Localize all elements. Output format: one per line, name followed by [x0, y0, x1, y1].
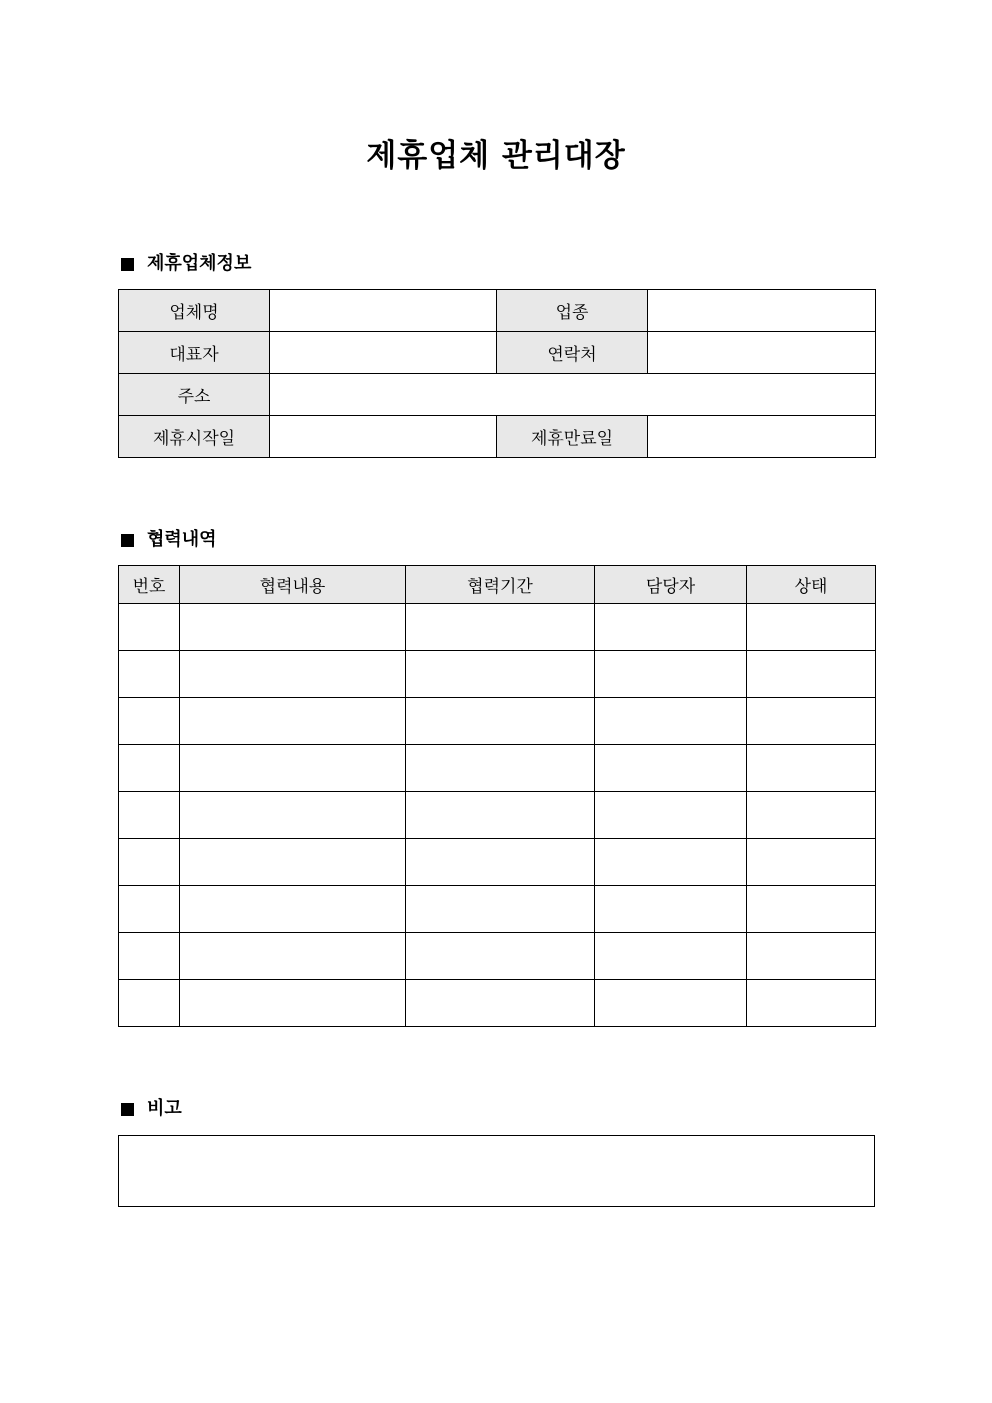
- manager-cell[interactable]: [595, 933, 747, 980]
- column-header-content: 협력내용: [180, 566, 406, 604]
- period-cell[interactable]: [406, 933, 595, 980]
- cooperation-table-body: [119, 604, 876, 1027]
- address-label: 주소: [119, 374, 270, 416]
- manager-cell[interactable]: [595, 604, 747, 651]
- period-cell[interactable]: [406, 745, 595, 792]
- period-cell[interactable]: [406, 604, 595, 651]
- partner-info-heading-text: 제휴업체정보: [147, 253, 252, 274]
- table-row: [119, 745, 876, 792]
- status-cell[interactable]: [747, 604, 876, 651]
- representative-label: 대표자: [119, 332, 270, 374]
- column-header-number: 번호: [119, 566, 180, 604]
- manager-cell[interactable]: [595, 651, 747, 698]
- table-row: [119, 604, 876, 651]
- company-name-label: 업체명: [119, 290, 270, 332]
- table-row: [119, 980, 876, 1027]
- manager-cell[interactable]: [595, 698, 747, 745]
- cooperation-table: [118, 565, 876, 1027]
- table-header-row: [119, 566, 876, 604]
- square-bullet-icon: [121, 534, 134, 547]
- partner-info-table: [118, 289, 876, 458]
- content-cell[interactable]: [180, 604, 406, 651]
- number-cell[interactable]: [119, 839, 180, 886]
- status-cell[interactable]: [747, 792, 876, 839]
- number-cell[interactable]: [119, 933, 180, 980]
- table-row: [119, 698, 876, 745]
- content-cell[interactable]: [180, 745, 406, 792]
- start-date-field[interactable]: [270, 416, 497, 458]
- square-bullet-icon: [121, 1103, 134, 1116]
- manager-cell[interactable]: [595, 886, 747, 933]
- address-field[interactable]: [270, 374, 876, 416]
- industry-field[interactable]: [648, 290, 876, 332]
- remarks-field[interactable]: [118, 1135, 875, 1207]
- manager-cell[interactable]: [595, 745, 747, 792]
- number-cell[interactable]: [119, 604, 180, 651]
- status-cell[interactable]: [747, 933, 876, 980]
- remarks-heading: [119, 1097, 182, 1121]
- column-header-status: 상태: [747, 566, 876, 604]
- manager-cell[interactable]: [595, 792, 747, 839]
- period-cell[interactable]: [406, 980, 595, 1027]
- info-row: [119, 290, 876, 332]
- column-header-manager: 담당자: [595, 566, 747, 604]
- info-row: [119, 374, 876, 416]
- number-cell[interactable]: [119, 698, 180, 745]
- square-bullet-icon: [121, 258, 134, 271]
- partner-info-heading: [119, 252, 251, 276]
- content-cell[interactable]: [180, 933, 406, 980]
- page-title: 제휴업체 관리대장: [366, 138, 626, 174]
- table-row: [119, 886, 876, 933]
- period-cell[interactable]: [406, 886, 595, 933]
- industry-label: 업종: [497, 290, 648, 332]
- remarks-heading-text: 비고: [147, 1098, 182, 1119]
- status-cell[interactable]: [747, 651, 876, 698]
- column-header-period: 협력기간: [406, 566, 595, 604]
- manager-cell[interactable]: [595, 980, 747, 1027]
- status-cell[interactable]: [747, 980, 876, 1027]
- content-cell[interactable]: [180, 886, 406, 933]
- status-cell[interactable]: [747, 886, 876, 933]
- period-cell[interactable]: [406, 698, 595, 745]
- info-row: [119, 416, 876, 458]
- info-row: [119, 332, 876, 374]
- number-cell[interactable]: [119, 745, 180, 792]
- content-cell[interactable]: [180, 839, 406, 886]
- period-cell[interactable]: [406, 651, 595, 698]
- cooperation-heading-text: 협력내역: [147, 529, 217, 550]
- status-cell[interactable]: [747, 839, 876, 886]
- number-cell[interactable]: [119, 980, 180, 1027]
- table-row: [119, 651, 876, 698]
- content-cell[interactable]: [180, 698, 406, 745]
- cooperation-heading: [119, 528, 217, 552]
- end-date-field[interactable]: [648, 416, 876, 458]
- table-row: [119, 792, 876, 839]
- status-cell[interactable]: [747, 745, 876, 792]
- content-cell[interactable]: [180, 651, 406, 698]
- contact-label: 연락처: [497, 332, 648, 374]
- start-date-label: 제휴시작일: [119, 416, 270, 458]
- number-cell[interactable]: [119, 651, 180, 698]
- table-row: [119, 933, 876, 980]
- content-cell[interactable]: [180, 792, 406, 839]
- table-row: [119, 839, 876, 886]
- period-cell[interactable]: [406, 792, 595, 839]
- contact-field[interactable]: [648, 332, 876, 374]
- status-cell[interactable]: [747, 698, 876, 745]
- content-cell[interactable]: [180, 980, 406, 1027]
- manager-cell[interactable]: [595, 839, 747, 886]
- period-cell[interactable]: [406, 839, 595, 886]
- number-cell[interactable]: [119, 792, 180, 839]
- number-cell[interactable]: [119, 886, 180, 933]
- end-date-label: 제휴만료일: [497, 416, 648, 458]
- company-name-field[interactable]: [270, 290, 497, 332]
- representative-field[interactable]: [270, 332, 497, 374]
